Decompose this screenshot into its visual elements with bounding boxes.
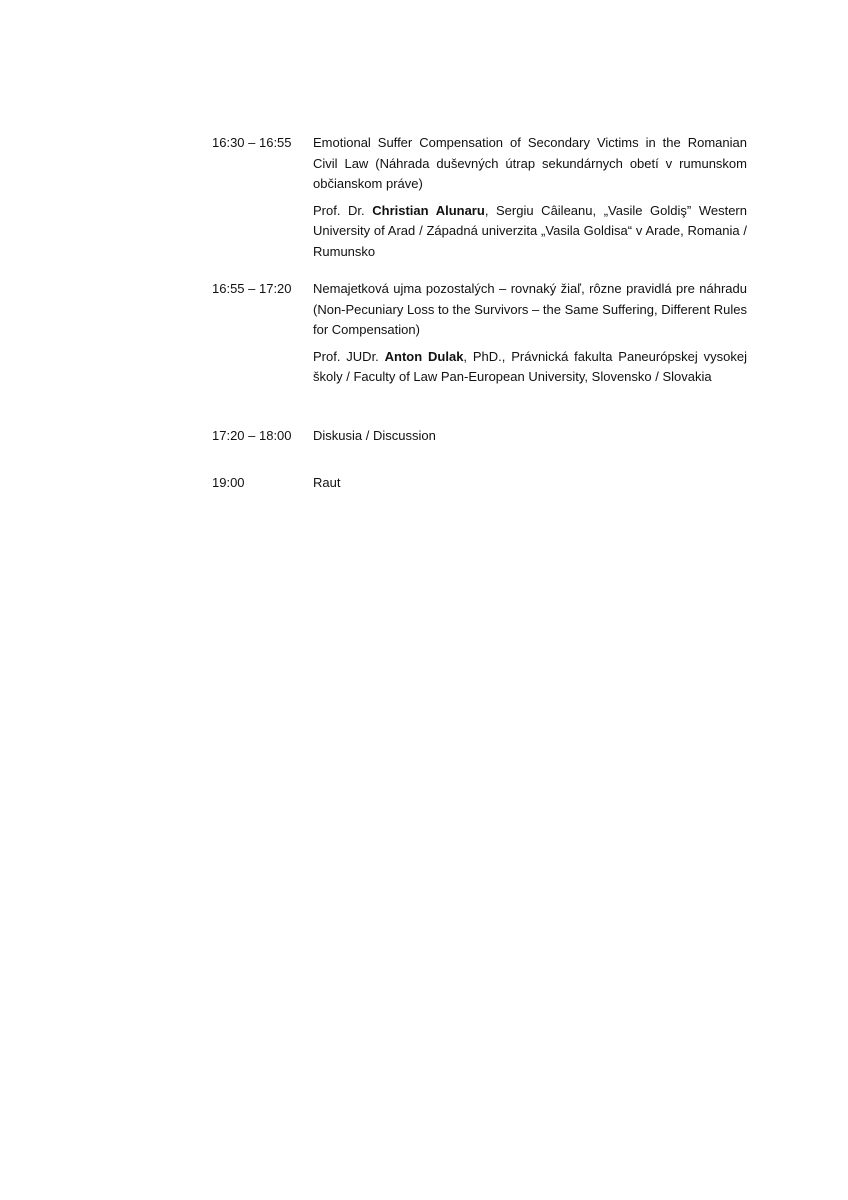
author-affiliation: , Sergiu Câileanu, „Vasile Goldiş” Western University of Arad / Západná univerzita „Vasila Goldisa“ v Arade, Romania / Rumunsko <box>313 202 747 259</box>
entry-authors <box>313 201 747 263</box>
entry-time: 17:20 – 18:00 <box>212 428 292 443</box>
entry-title: Nemajetková ujma pozostalých – rovnaký žiaľ, rôzne pravidlá pre náhradu (Non-Pecuniary Loss to the Survivors – the Same Suffering, Different Rules for Compensation) <box>313 281 747 337</box>
entry-body <box>313 426 747 447</box>
entry-title: Diskusia / Discussion <box>313 428 436 443</box>
entry-time: 16:55 – 17:20 <box>212 281 292 296</box>
entry-title: Emotional Suffer Compensation of Secondary Victims in the Romanian Civil Law (Náhrada duševných útrap sekundárnych obetí v rumunskom občianskom práve) <box>313 135 747 191</box>
entry-title: Raut <box>313 475 341 490</box>
author-prefix: Prof. JUDr. <box>313 348 385 364</box>
author-name: Christian Alunaru <box>372 202 485 218</box>
entry-time: 16:30 – 16:55 <box>212 135 292 150</box>
author-prefix: Prof. Dr. <box>313 202 373 218</box>
author-affiliation: , PhD., Právnická fakulta Paneurópskej vysokej školy / Faculty of Law Pan-European University, Slovensko / Slovakia <box>313 348 747 384</box>
entry-body <box>313 133 747 262</box>
entry-time: 19:00 <box>212 475 245 490</box>
entry-body <box>313 473 747 494</box>
author-name: Anton Dulak <box>384 348 464 364</box>
entry-body <box>313 279 747 388</box>
entry-authors <box>313 347 747 388</box>
